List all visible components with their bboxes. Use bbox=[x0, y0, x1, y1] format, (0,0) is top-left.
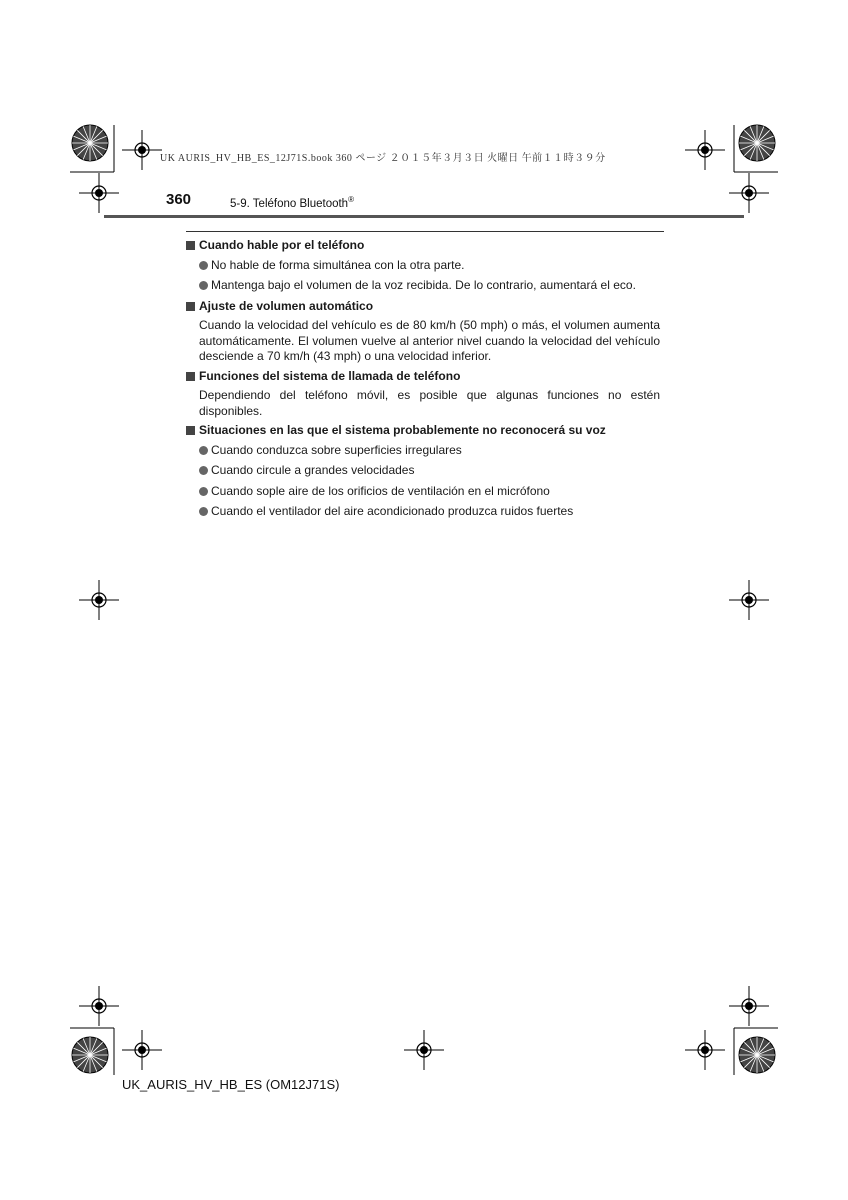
content-body bbox=[186, 238, 660, 525]
square-bullet-icon bbox=[186, 302, 195, 311]
circle-bullet-icon bbox=[199, 487, 208, 496]
footer-document-code: UK_AURIS_HV_HB_ES (OM12J71S) bbox=[122, 1077, 340, 1092]
header-rule bbox=[104, 215, 744, 218]
square-bullet-icon bbox=[186, 426, 195, 435]
section-title-text: 5-9. Teléfono Bluetooth bbox=[230, 197, 349, 210]
list-item bbox=[186, 258, 660, 274]
list-item-text: Cuando circule a grandes velocidades bbox=[211, 463, 415, 477]
print-info-line: UK AURIS_HV_HB_ES_12J71S.book 360 ページ ２０１５年３月３日 火曜日 午前１１時３９分 bbox=[160, 153, 606, 164]
circle-bullet-icon bbox=[199, 261, 208, 270]
section-paragraph: Dependiendo del teléfono móvil, es posible que algunas funciones no estén disponibles. bbox=[199, 388, 660, 418]
section-voice-recognition bbox=[186, 423, 660, 520]
circle-bullet-icon bbox=[199, 281, 208, 290]
section-phone-functions bbox=[186, 369, 660, 420]
heading-text: Cuando hable por el teléfono bbox=[199, 238, 365, 252]
list-item-text: Mantenga bajo el volumen de la voz recibida. De lo contrario, aumentará el eco. bbox=[211, 278, 636, 292]
circle-bullet-icon bbox=[199, 446, 208, 455]
page-number: 360 bbox=[166, 191, 192, 208]
section-paragraph: Cuando la velocidad del vehículo es de 80 km/h (50 mph) o más, el volumen aumenta automáticamente. El volumen vuelve al anterior nivel cuando la velocidad del vehículo desciende a 70 km/h (43 mph) o una velocidad inferior. bbox=[199, 318, 660, 363]
square-bullet-icon bbox=[186, 241, 195, 250]
section-calling bbox=[186, 238, 660, 294]
section-title bbox=[230, 195, 354, 210]
section-heading bbox=[186, 423, 660, 439]
list-item bbox=[186, 504, 660, 520]
section-heading bbox=[186, 238, 660, 254]
circle-bullet-icon bbox=[199, 466, 208, 475]
section-auto-volume bbox=[186, 299, 660, 365]
section-heading bbox=[186, 369, 660, 385]
registered-mark: ® bbox=[348, 195, 354, 204]
list-item-text: Cuando conduzca sobre superficies irregulares bbox=[211, 442, 462, 457]
square-bullet-icon bbox=[186, 372, 195, 381]
heading-text: Ajuste de volumen automático bbox=[199, 298, 374, 313]
list-item-text: Cuando el ventilador del aire acondicionado produzca ruidos fuertes bbox=[211, 504, 574, 518]
content-rule bbox=[186, 231, 664, 232]
list-item bbox=[186, 278, 660, 294]
list-item-text: Cuando sople aire de los orificios de ventilación en el micrófono bbox=[211, 483, 550, 498]
heading-text: Funciones del sistema de llamada de teléfono bbox=[199, 368, 461, 383]
list-item-text: No hable de forma simultánea con la otra parte. bbox=[211, 257, 465, 272]
circle-bullet-icon bbox=[199, 507, 208, 516]
heading-text: Situaciones en las que el sistema probablemente no reconocerá su voz bbox=[199, 423, 606, 437]
section-heading bbox=[186, 299, 660, 315]
list-item bbox=[186, 443, 660, 459]
list-item bbox=[186, 484, 660, 500]
list-item bbox=[186, 463, 660, 479]
